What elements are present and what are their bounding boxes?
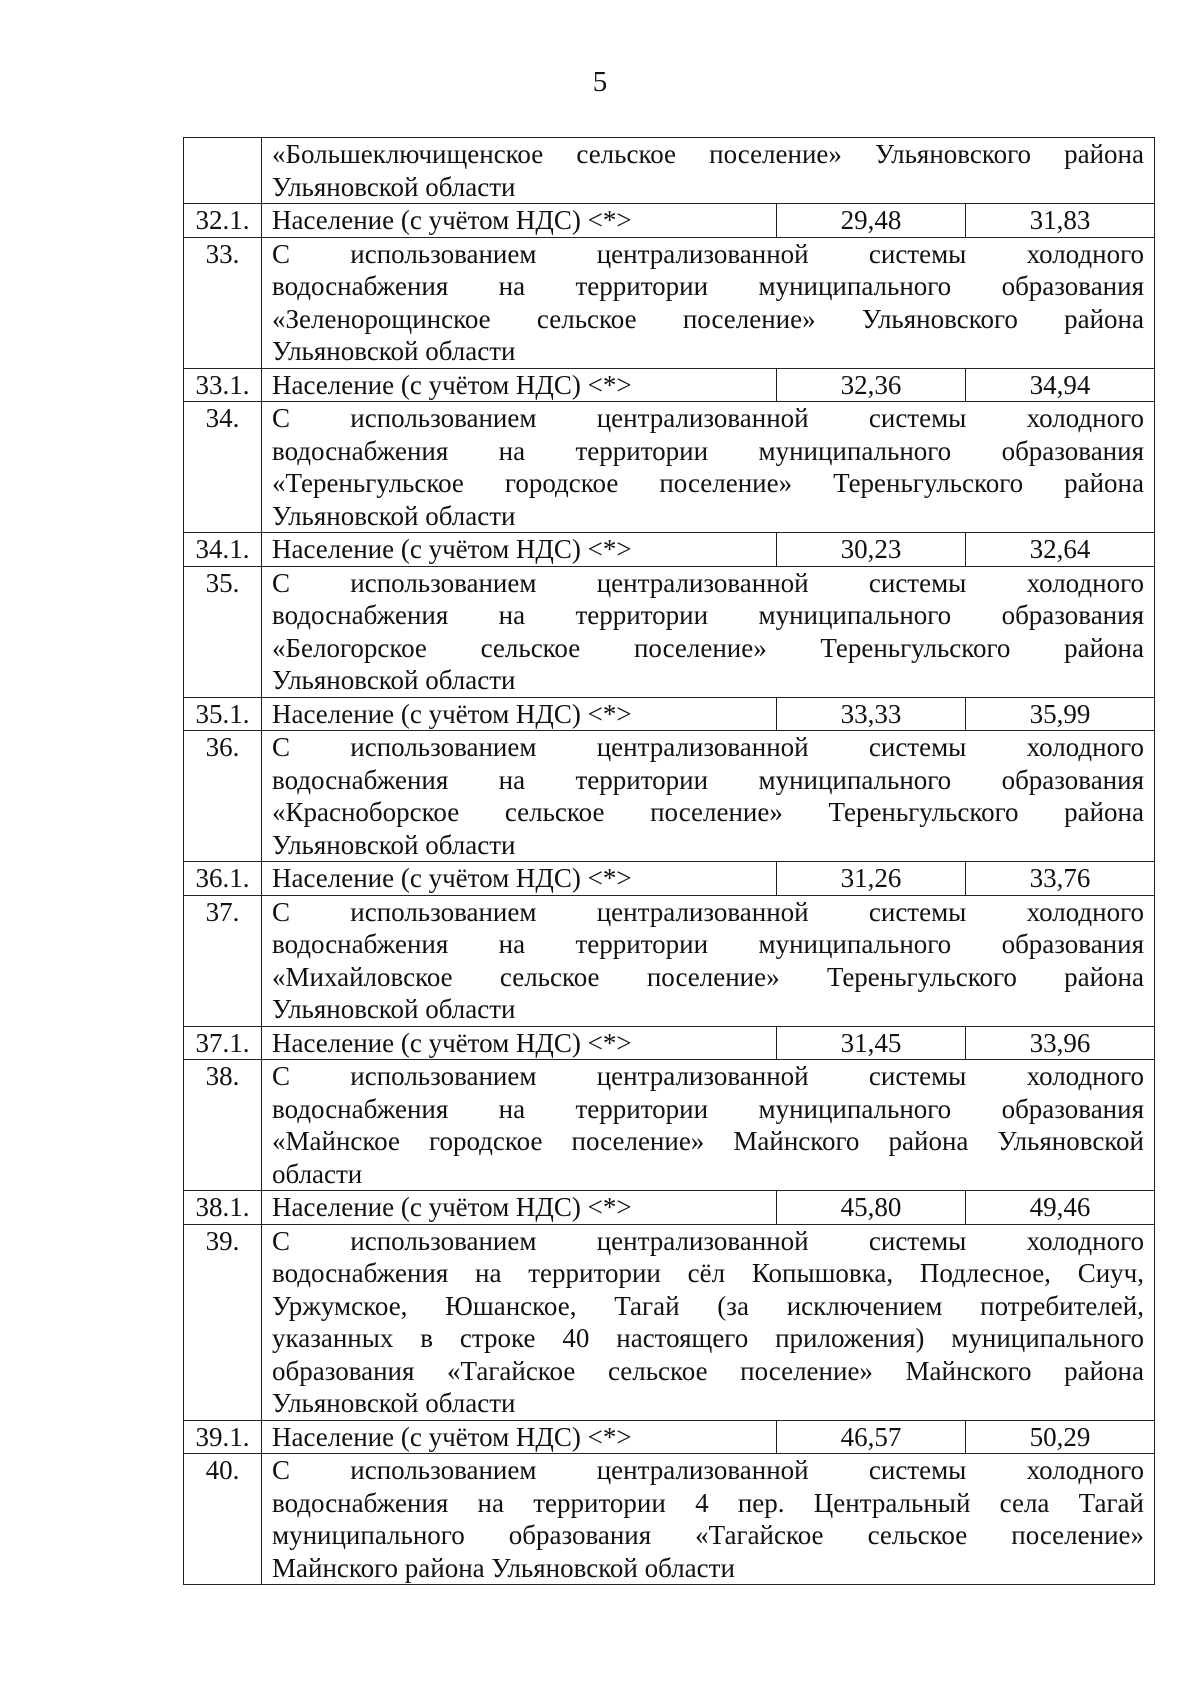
row-number: 40. — [184, 1454, 262, 1585]
consumer-category: Население (с учётом НДС) <*> — [262, 368, 777, 402]
description-line: водоснабжения на территории муниципального образования — [272, 929, 1144, 959]
description-line: С использованием централизованной системы холодного — [272, 403, 1144, 433]
table-row — [184, 1454, 1155, 1585]
row-number: 33. — [184, 237, 262, 368]
row-description — [262, 1060, 1155, 1191]
consumer-category: Население (с учётом НДС) <*> — [262, 204, 777, 238]
row-number: 39.1. — [184, 1420, 262, 1454]
description-line: «Большеключищенское сельское поселение» Ульяновского района — [272, 139, 1144, 169]
row-number: 34. — [184, 402, 262, 533]
description-line: «Майнское городское поселение» Майнского района Ульяновской — [272, 1126, 1144, 1156]
table-row — [184, 368, 1155, 402]
tariff-value-first-half: 46,57 — [777, 1420, 966, 1454]
description-line: Ульяновской области — [272, 1388, 516, 1418]
tariff-value-second-half: 33,76 — [966, 862, 1155, 896]
row-number: 33.1. — [184, 368, 262, 402]
consumer-category: Население (с учётом НДС) <*> — [262, 862, 777, 896]
row-number: 35.1. — [184, 697, 262, 731]
row-number: 36. — [184, 731, 262, 862]
description-line: Ульяновской области — [272, 665, 516, 695]
description-line: Ульяновской области — [272, 171, 516, 202]
table-row — [184, 237, 1155, 368]
description-line: «Белогорское сельское поселение» Тереньгульского района — [272, 632, 1144, 663]
tariff-value-first-half: 32,36 — [777, 368, 966, 402]
tariff-value-second-half: 50,29 — [966, 1420, 1155, 1454]
row-description — [262, 402, 1155, 533]
row-number: 35. — [184, 566, 262, 697]
description-line: водоснабжения на территории муниципального образования — [272, 435, 1144, 466]
tariff-value-second-half: 33,96 — [966, 1026, 1155, 1060]
description-line: Майнского района Ульяновской области — [272, 1552, 735, 1583]
row-description — [262, 566, 1155, 697]
description-line: С использованием централизованной системы холодного — [272, 732, 1144, 762]
description-line: образования «Тагайское сельское поселение» Майнского района — [272, 1355, 1144, 1386]
row-number: 38.1. — [184, 1191, 262, 1225]
tariff-value-first-half: 31,45 — [777, 1026, 966, 1060]
description-line: С использованием централизованной системы холодного — [272, 896, 1144, 927]
row-number: 38. — [184, 1060, 262, 1191]
table-row — [184, 862, 1155, 896]
table-row-header — [184, 138, 1155, 204]
description-line: водоснабжения на территории муниципального образования — [272, 600, 1144, 630]
tariff-value-second-half: 34,94 — [966, 368, 1155, 402]
row-description — [262, 895, 1155, 1026]
description-line: Уржумское, Юшанское, Тагай (за исключением потребителей, — [272, 1290, 1144, 1321]
row-number: 32.1. — [184, 204, 262, 238]
tariff-value-first-half: 45,80 — [777, 1191, 966, 1225]
tariff-value-second-half: 49,46 — [966, 1191, 1155, 1225]
description-line: С использованием централизованной системы холодного — [272, 1225, 1144, 1256]
consumer-category: Население (с учётом НДС) <*> — [262, 1420, 777, 1454]
table-row — [184, 533, 1155, 567]
description-line: водоснабжения на территории сёл Копышовка, Подлесное, Сиуч, — [272, 1258, 1144, 1288]
description-line: «Тереньгульское городское поселение» Тереньгульского района — [272, 468, 1144, 498]
description-line: водоснабжения на территории муниципального образования — [272, 764, 1144, 795]
row-number: 37.1. — [184, 1026, 262, 1060]
tariff-value-second-half: 35,99 — [966, 697, 1155, 731]
row-description — [262, 138, 1155, 204]
row-number — [184, 138, 262, 204]
table-row — [184, 566, 1155, 697]
consumer-category: Население (с учётом НДС) <*> — [262, 533, 777, 567]
consumer-category: Население (с учётом НДС) <*> — [262, 1026, 777, 1060]
consumer-category: Население (с учётом НДС) <*> — [262, 697, 777, 731]
description-line: С использованием централизованной системы холодного — [272, 1061, 1144, 1091]
description-line: С использованием централизованной системы холодного — [272, 567, 1144, 598]
tariff-value-first-half: 31,26 — [777, 862, 966, 896]
table-row — [184, 697, 1155, 731]
tariff-value-second-half: 32,64 — [966, 533, 1155, 567]
description-line: водоснабжения на территории муниципального образования — [272, 271, 1144, 301]
row-description — [262, 1224, 1155, 1420]
description-line: Ульяновской области — [272, 994, 516, 1024]
table-row — [184, 895, 1155, 1026]
description-line: Ульяновской области — [272, 829, 516, 860]
description-line: «Зеленорощинское сельское поселение» Ульяновского района — [272, 303, 1144, 334]
tariff-table-body — [184, 138, 1155, 1585]
description-line: С использованием централизованной системы холодного — [272, 1455, 1144, 1485]
row-number: 36.1. — [184, 862, 262, 896]
tariff-value-first-half: 30,23 — [777, 533, 966, 567]
tariff-table — [183, 137, 1155, 1585]
description-line: С использованием централизованной системы холодного — [272, 238, 1144, 269]
table-row — [184, 402, 1155, 533]
description-line: Ульяновской области — [272, 500, 516, 531]
description-line: указанных в строке 40 настоящего приложения) муниципального — [272, 1323, 1144, 1353]
description-line: области — [272, 1158, 363, 1189]
table-row — [184, 731, 1155, 862]
page-number: 5 — [592, 66, 608, 98]
description-line: «Михайловское сельское поселение» Тереньгульского района — [272, 961, 1144, 992]
row-number: 39. — [184, 1224, 262, 1420]
row-description — [262, 1454, 1155, 1585]
row-number: 34.1. — [184, 533, 262, 567]
table-row — [184, 1026, 1155, 1060]
row-description — [262, 237, 1155, 368]
description-line: муниципального образования «Тагайское сельское поселение» — [272, 1520, 1144, 1550]
table-row — [184, 1060, 1155, 1191]
tariff-value-second-half: 31,83 — [966, 204, 1155, 238]
tariff-value-first-half: 29,48 — [777, 204, 966, 238]
description-line: водоснабжения на территории муниципального образования — [272, 1093, 1144, 1124]
table-row — [184, 1191, 1155, 1225]
table-row — [184, 204, 1155, 238]
consumer-category: Население (с учётом НДС) <*> — [262, 1191, 777, 1225]
tariff-value-first-half: 33,33 — [777, 697, 966, 731]
table-row — [184, 1420, 1155, 1454]
description-line: водоснабжения на территории 4 пер. Центральный села Тагай — [272, 1487, 1144, 1518]
row-description — [262, 731, 1155, 862]
description-line: Ульяновской области — [272, 336, 516, 366]
description-line: «Красноборское сельское поселение» Тереньгульского района — [272, 797, 1144, 827]
row-number: 37. — [184, 895, 262, 1026]
table-row — [184, 1224, 1155, 1420]
